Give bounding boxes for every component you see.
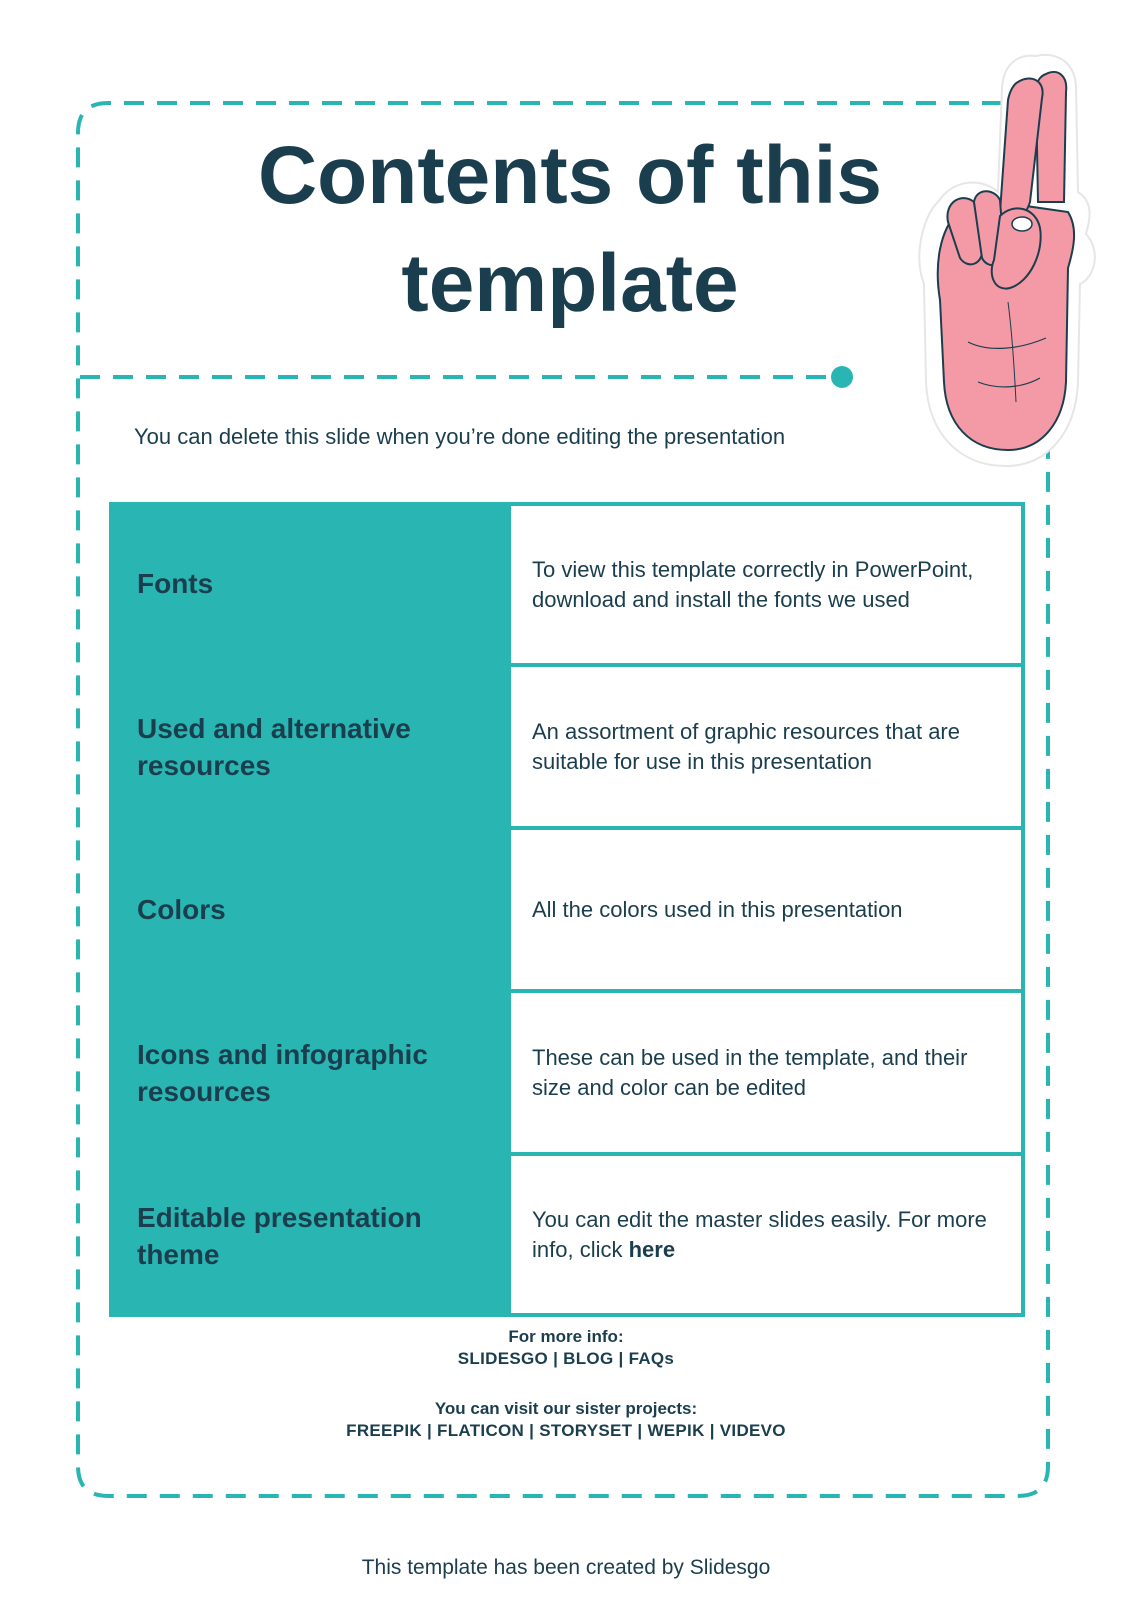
table-row — [109, 991, 1025, 1154]
table-row — [109, 665, 1025, 828]
contents-table — [109, 502, 1025, 1317]
link-wepik[interactable]: WEPIK — [647, 1421, 705, 1440]
sister-projects-label: You can visit our sister projects: — [434, 1399, 698, 1418]
sister-projects-block — [0, 1398, 1132, 1442]
table-row — [109, 1154, 1025, 1317]
link-storyset[interactable]: STORYSET — [539, 1421, 633, 1440]
row-topic: Icons and infographic resources — [109, 991, 507, 1154]
link-freepik[interactable]: FREEPIK — [346, 1421, 422, 1440]
row-description: You can edit the master slides easily. For more info, click here — [507, 1154, 1025, 1317]
link-flaticon[interactable]: FLATICON — [437, 1421, 525, 1440]
row-description: All the colors used in this presentation — [507, 828, 1025, 991]
table-row — [109, 828, 1025, 991]
row-description: An assortment of graphic resources that are suitable for use in this presentation — [507, 665, 1025, 828]
row-description: These can be used in the template, and their size and color can be edited — [507, 991, 1025, 1154]
here-link[interactable]: here — [628, 1236, 676, 1262]
sister-projects-links: FREEPIK | FLATICON | STORYSET | WEPIK | VIDEVO — [346, 1421, 786, 1440]
link-blog[interactable]: BLOG — [563, 1349, 614, 1368]
row-topic: Used and alternative resources — [109, 665, 507, 828]
row-topic: Editable presentation theme — [109, 1154, 507, 1317]
link-slidesgo[interactable]: SLIDESGO — [457, 1349, 549, 1368]
row-description: To view this template correctly in PowerPoint, download and install the fonts we used — [507, 502, 1025, 665]
subtitle: You can delete this slide when you’re done editing the presentation — [134, 424, 786, 449]
credit-text: This template has been created by Slidesgo — [361, 1556, 771, 1579]
more-info-block — [0, 1326, 1132, 1370]
page-title: Contents of this template — [257, 130, 883, 329]
more-info-label: For more info: — [508, 1327, 624, 1346]
divider-dot — [831, 366, 853, 388]
more-info-links: SLIDESGO | BLOG | FAQs — [457, 1349, 675, 1368]
crossed-fingers-icon — [918, 52, 1114, 482]
row-topic: Colors — [109, 828, 507, 991]
link-faqs[interactable]: FAQs — [628, 1349, 675, 1368]
row-topic: Fonts — [109, 502, 507, 665]
link-videvo[interactable]: VIDEVO — [719, 1421, 786, 1440]
table-row — [109, 502, 1025, 665]
